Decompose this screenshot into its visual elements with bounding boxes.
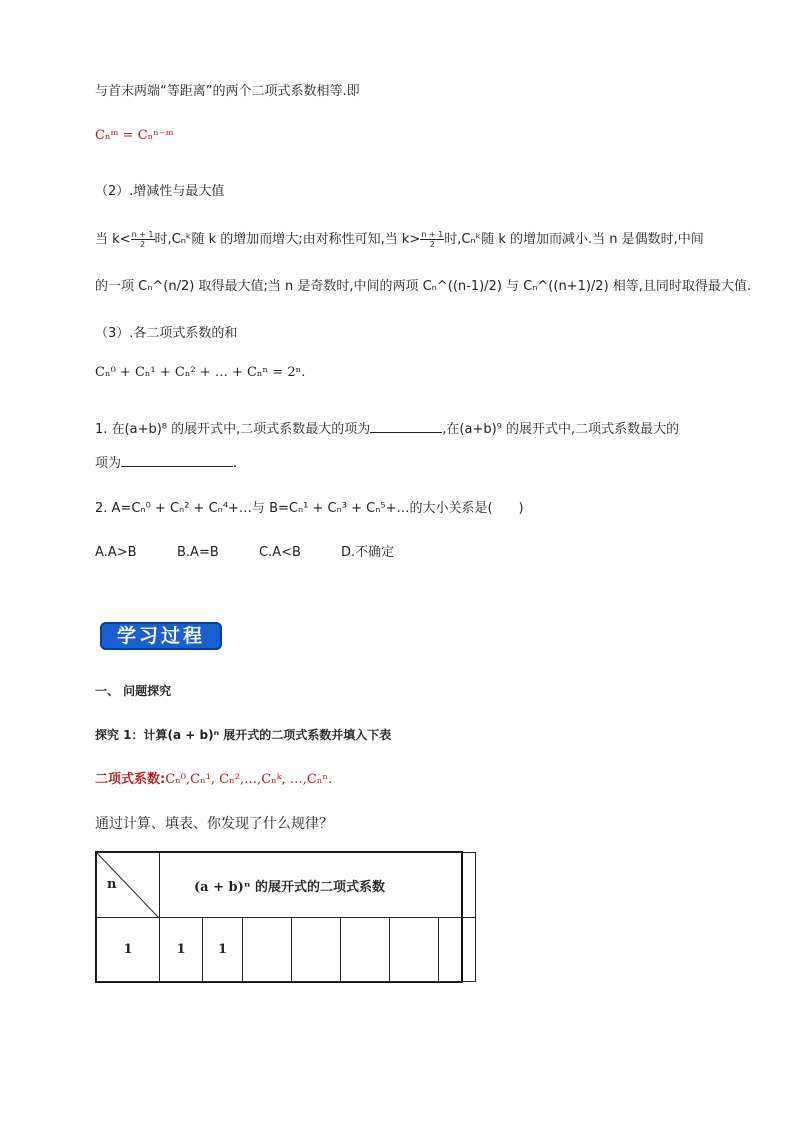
explore-1-title: 探究 1：计算(a + b)ⁿ 展开式的二项式系数并填入下表	[95, 728, 392, 742]
coefficient-line	[95, 768, 332, 787]
answer-blank[interactable]	[121, 466, 233, 467]
question-1-line2	[95, 452, 237, 471]
option-d[interactable]: D.不确定	[341, 545, 395, 560]
text-segment: 时,Cₙᵏ随 k 的增加而增大;由对称性可知,当 k>	[154, 232, 421, 247]
section-title: 一、 问题探究	[95, 684, 172, 698]
max-value-text: 的一项 Cₙ^(n/2) 取得最大值;当 n 是奇数时,中间的两项 Cₙ^((n-1)/2) 与 Cₙ^((n+1)/2) 相等,且同时取得最大值.	[95, 279, 752, 294]
fraction-numerator: n + 1	[131, 230, 154, 239]
fraction-denominator: 2	[429, 240, 435, 249]
fraction-denominator: 2	[139, 240, 146, 249]
text-segment: 项为	[95, 456, 122, 471]
period: .	[233, 456, 238, 471]
option-b[interactable]: B.A=B	[177, 545, 219, 560]
text-segment: 当 k<	[95, 232, 131, 247]
table-row	[97, 918, 476, 982]
monotonicity-heading: （2）.增减性与最大值	[95, 184, 225, 199]
table-cell[interactable]	[439, 918, 476, 982]
table-cell[interactable]	[243, 918, 292, 982]
table-header-cell: (a + b)ⁿ 的展开式的二项式系数	[160, 853, 476, 918]
option-a[interactable]: A.A>B	[95, 545, 137, 560]
table-cell[interactable]	[390, 918, 439, 982]
fraction	[131, 230, 155, 249]
table-cell: 1	[203, 918, 243, 982]
options-row	[95, 541, 394, 560]
table-header-row	[97, 853, 476, 918]
fraction	[420, 230, 444, 249]
table-corner-cell	[97, 853, 160, 918]
coefficient-table	[96, 852, 476, 982]
monotonicity-text	[95, 228, 704, 249]
text-segment: 1. 在(a+b)⁸ 的展开式中,二项式系数最大的项为	[95, 422, 371, 437]
option-c[interactable]: C.A<B	[259, 545, 301, 560]
question-prompt: 通过计算、填表、你发现了什么规律？	[95, 816, 333, 832]
table-cell[interactable]	[292, 918, 341, 982]
coefficient-list: Cₙ⁰,Cₙ¹, Cₙ²,…,Cₙᵏ, …,Cₙⁿ.	[165, 772, 333, 787]
sum-formula: Cₙ⁰ + Cₙ¹ + Cₙ² + … + Cₙⁿ = 2ⁿ.	[95, 365, 306, 380]
coefficient-label: 二项式系数:	[95, 772, 166, 787]
text-segment: ,在(a+b)⁹ 的展开式中,二项式系数最大的	[442, 422, 680, 437]
symmetry-formula: Cₙᵐ = Cₙⁿ⁻ᵐ	[95, 128, 174, 143]
symmetry-text: 与首末两端“等距离”的两个二项式系数相等.即	[95, 84, 360, 99]
table-cell[interactable]	[341, 918, 390, 982]
question-1-line1	[95, 418, 679, 437]
corner-label: n	[107, 877, 117, 892]
table-cell: 1	[160, 918, 203, 982]
section-badge: 学习过程	[100, 622, 222, 650]
sum-heading: （3）.各二项式系数的和	[95, 326, 238, 341]
table-cell: 1	[97, 918, 160, 982]
question-2: 2. A=Cₙ⁰ + Cₙ² + Cₙ⁴+…与 B=Cₙ¹ + Cₙ³ + Cₙ⁵+…的大小关系是( )	[95, 501, 524, 516]
answer-blank[interactable]	[370, 432, 442, 433]
fraction-numerator: n + 1	[421, 230, 444, 239]
text-segment: 时,Cₙᵏ随 k 的增加而减小.当 n 是偶数时,中间	[444, 232, 704, 247]
